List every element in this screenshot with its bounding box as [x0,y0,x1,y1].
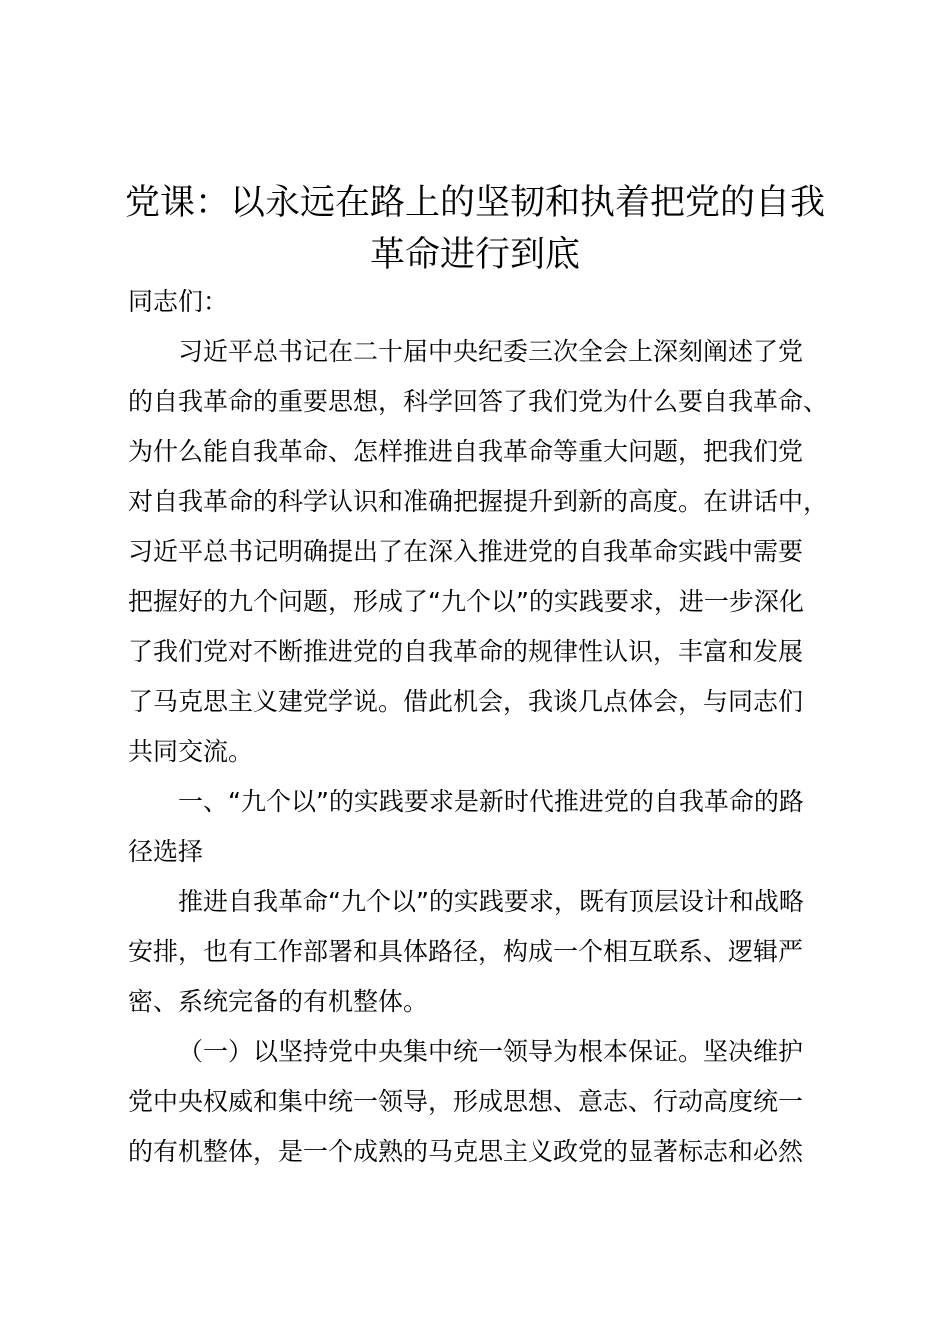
section-heading-line-1: 一、“九个以”的实践要求是新时代推进党的自我革命的路 [178,787,804,816]
paragraph-1-line-7: 了我们党对不断推进党的自我革命的规律性认识，丰富和发展 [128,637,804,666]
document-title-line-1: 党课：以永远在路上的坚韧和执着把党的自我 [124,183,825,223]
document-title-line-2: 革命进行到底 [369,235,580,275]
paragraph-2-line-3: 密、系统完备的有机整体。 [128,987,429,1016]
paragraph-1-line-8: 了马克思主义建党学说。借此机会，我谈几点体会，与同志们 [128,687,804,716]
greeting: 同志们： [128,287,229,316]
paragraph-3-line-1: （一）以坚持党中央集中统一领导为根本保证。坚决维护 [178,1037,804,1066]
paragraph-2-line-1: 推进自我革命“九个以”的实践要求，既有顶层设计和战略 [178,887,804,916]
paragraph-1-line-4: 对自我革命的科学认识和准确把握提升到新的高度。在讲话中， [128,487,829,516]
paragraph-1-line-2: 的自我革命的重要思想，科学回答了我们党为什么要自我革命、 [128,387,829,416]
section-heading-line-2: 径选择 [128,837,204,866]
paragraph-2-line-2: 安排，也有工作部署和具体路径，构成一个相互联系、逻辑严 [128,937,804,966]
paragraph-3-line-2: 党中央权威和集中统一领导，形成思想、意志、行动高度统一 [128,1087,804,1116]
paragraph-1-line-1: 习近平总书记在二十届中央纪委三次全会上深刻阐述了党 [178,337,804,366]
paragraph-1-line-3: 为什么能自我革命、怎样推进自我革命等重大问题，把我们党 [128,437,804,466]
paragraph-1-line-9: 共同交流。 [128,737,254,766]
paragraph-1-line-6: 把握好的九个问题，形成了“九个以”的实践要求，进一步深化 [128,587,804,616]
paragraph-1-line-5: 习近平总书记明确提出了在深入推进党的自我革命实践中需要 [128,537,804,566]
paragraph-3-line-3: 的有机整体，是一个成熟的马克思主义政党的显著标志和必然 [128,1137,804,1166]
